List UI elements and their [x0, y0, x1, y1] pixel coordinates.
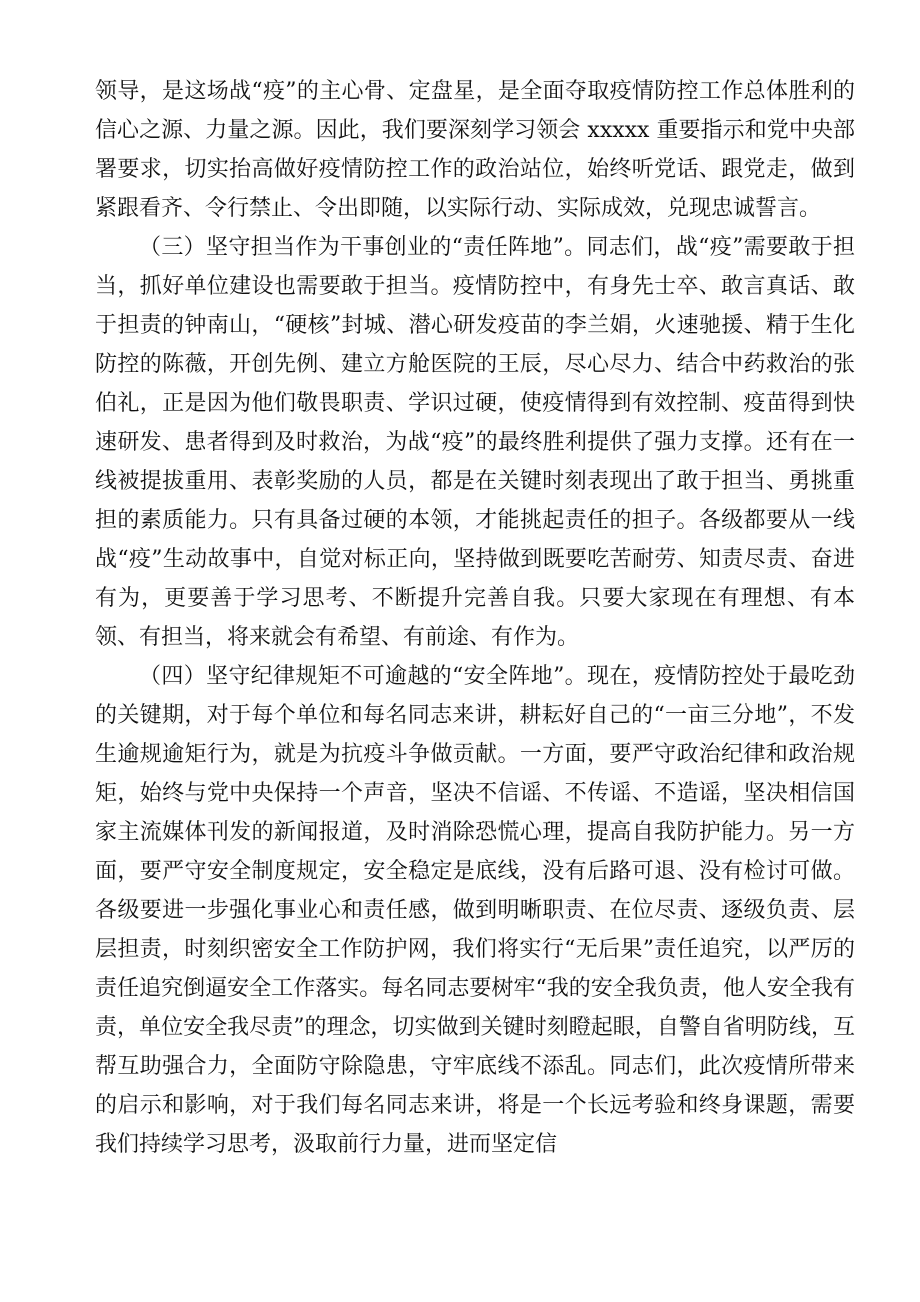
body-text	[95, 72, 855, 1164]
paragraph-discipline-front: （四）坚守纪律规矩不可逾越的“安全阵地”。现在，疫情防控处于最吃劲的关键期，对于每个单位和每名同志来讲，耕耘好自己的“一亩三分地”，不发生逾规逾矩行为，就是为抗疫斗争做贡献。一方面，要严守政治纪律和政治规矩，始终与党中央保持一个声音，坚决不信谣、不传谣、不造谣，坚决相信国家主流媒体刊发的新闻报道，及时消除恐慌心理，提高自我防护能力。另一方面，要严守安全制度规定，安全稳定是底线，没有后路可退、没有检讨可做。各级要进一步强化事业心和责任感，做到明晰职责、在位尽责、逐级负责、层层担责，时刻织密安全工作防护网，我们将实行“无后果”责任追究，以严厉的责任追究倒逼安全工作落实。每名同志要树牢“我的安全我负责，他人安全我有责，单位安全我尽责”的理念，切实做到关键时刻瞪起眼，自警自省明防线，互帮互助强合力，全面防守除隐患，守牢底线不添乱。同志们，此次疫情所带来的启示和影响，对于我们每名同志来讲，将是一个长远考验和终身课题，需要我们持续学习思考，汲取前行力量，进而坚定信	[95, 664, 855, 1157]
paragraph-leadership: 领导，是这场战“疫”的主心骨、定盘星，是全面夺取疫情防控工作总体胜利的信心之源、力量之源。因此，我们要深刻学习领会 xxxxx 重要指示和党中央部署要求，切实抬高做好疫情防控工作的政治站位，始终听党话、跟党走，做到紧跟看齐、令行禁止、令出即随，以实际行动、实际成效，兑现忠诚誓言。	[95, 79, 855, 221]
paragraph-responsibility-front: （三）坚守担当作为干事创业的“责任阵地”。同志们，战“疫”需要敢于担当，抓好单位建设也需要敢于担当。疫情防控中，有身先士卒、敢言真话、敢于担责的钟南山，“硬核”封城、潜心研发疫苗的李兰娟，火速驰援、精于生化防控的陈薇，开创先例、建立方舱医院的王辰，尽心尽力、结合中药救治的张伯礼，正是因为他们敬畏职责、学识过硬，使疫情得到有效控制、疫苗得到快速研发、患者得到及时救治，为战“疫”的最终胜利提供了强力支撑。还有在一线被提拔重用、表彰奖励的人员，都是在关键时刻表现出了敢于担当、勇挑重担的素质能力。只有具备过硬的本领，才能挑起责任的担子。各级都要从一线战“疫”生动故事中，自觉对标正向，坚持做到既要吃苦耐劳、知责尽责、奋进有为，更要善于学习思考、不断提升完善自我。只要大家现在有理想、有本领、有担当，将来就会有希望、有前途、有作为。	[95, 235, 855, 650]
